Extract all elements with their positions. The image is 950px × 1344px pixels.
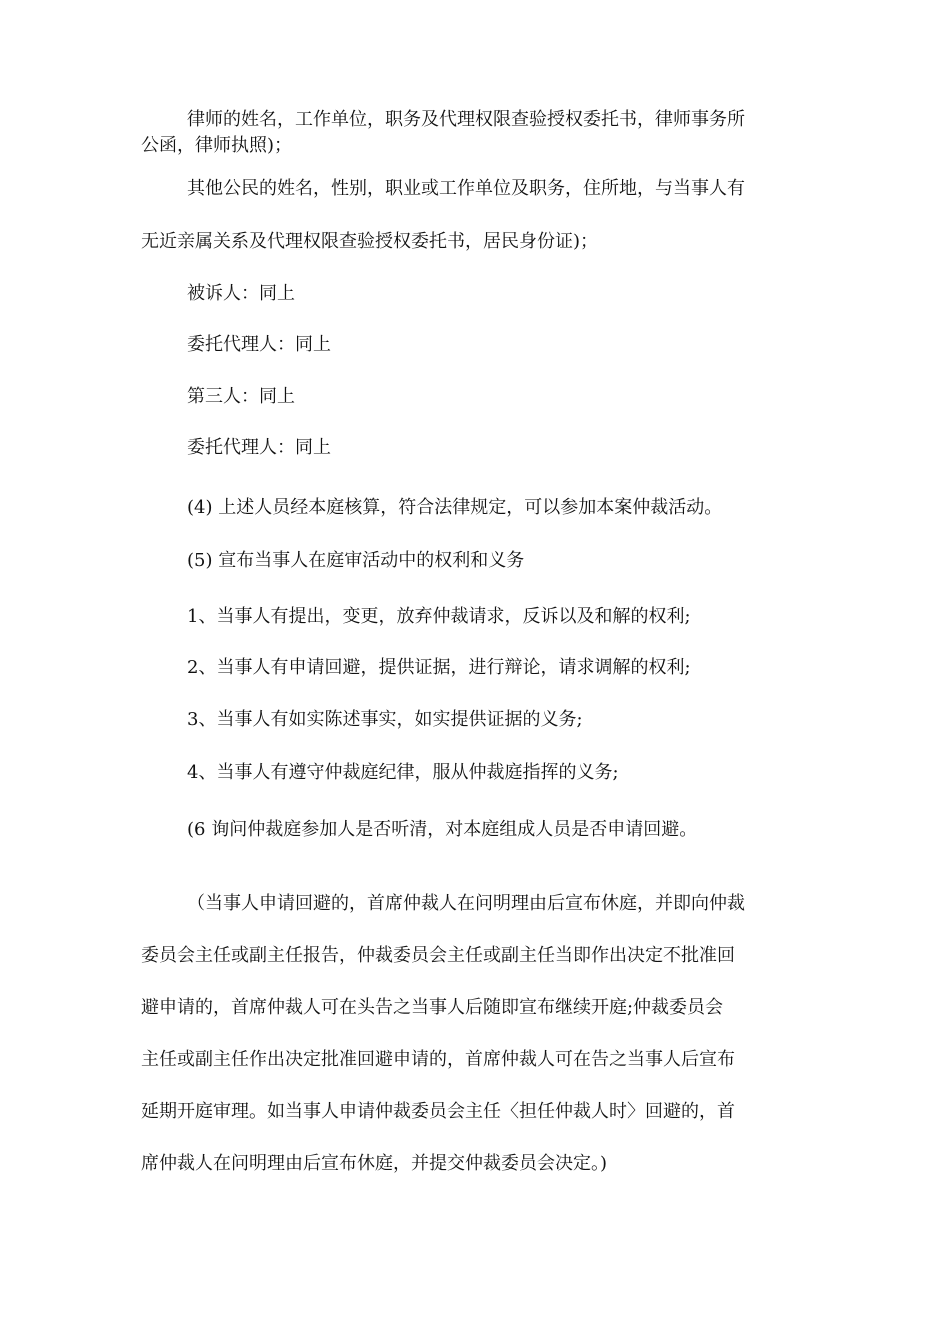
text-line: 4、当事人有遵守仲裁庭纪律，服从仲裁庭指挥的义务;	[187, 762, 619, 783]
text-line: 其他公民的姓名，性别，职业或工作单位及职务，住所地，与当事人有	[187, 178, 745, 199]
text-line: 无近亲属关系及代理权限查验授权委托书，居民身份证)；	[141, 231, 599, 252]
text-line: 委托代理人：同上	[187, 437, 331, 458]
text-line: 延期开庭审理。如当事人申请仲裁委员会主任〈担任仲裁人时〉回避的，首	[141, 1101, 735, 1122]
text-line: 3、当事人有如实陈述事实，如实提供证据的义务;	[187, 709, 583, 730]
text-line: (6 询问仲裁庭参加人是否听清，对本庭组成人员是否申请回避。	[187, 819, 698, 840]
text-line: (4) 上述人员经本庭核算，符合法律规定，可以参加本案仲裁活动。	[187, 497, 723, 518]
text-line: 避申请的，首席仲裁人可在头告之当事人后随即宣布继续开庭;仲裁委员会	[141, 997, 724, 1018]
text-line: 第三人：同上	[187, 386, 295, 407]
text-line: （当事人申请回避的，首席仲裁人在问明理由后宣布休庭，并即向仲裁	[187, 893, 745, 914]
text-line: 律师的姓名，工作单位，职务及代理权限查验授权委托书，律师事务所	[187, 109, 745, 130]
text-line: 席仲裁人在问明理由后宣布休庭，并提交仲裁委员会决定。)	[141, 1153, 608, 1174]
text-line: 公函，律师执照)；	[141, 135, 293, 156]
text-line: 主任或副主任作出决定批准回避申请的，首席仲裁人可在告之当事人后宣布	[141, 1049, 735, 1070]
text-line: 委托代理人：同上	[187, 334, 331, 355]
text-line: 委员会主任或副主任报告，仲裁委员会主任或副主任当即作出决定不批准回	[141, 945, 735, 966]
text-line: 1、当事人有提出，变更，放弃仲裁请求，反诉以及和解的权利;	[187, 606, 691, 627]
text-line: 被诉人：同上	[187, 283, 295, 304]
text-line: (5) 宣布当事人在庭审活动中的权利和义务	[187, 550, 525, 571]
text-line: 2、当事人有申请回避，提供证据，进行辩论，请求调解的权利;	[187, 657, 691, 678]
